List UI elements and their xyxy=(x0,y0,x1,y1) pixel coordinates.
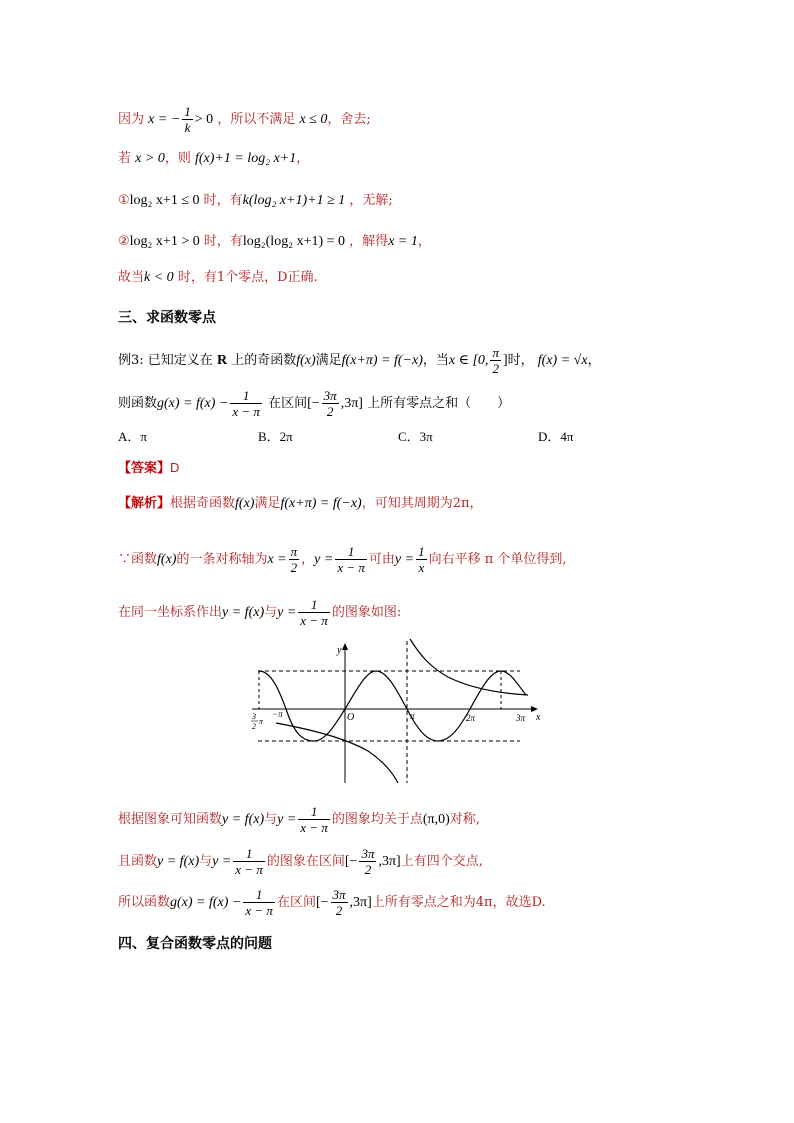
math: y = f(x) xyxy=(222,605,265,620)
math: x ≤ 0 xyxy=(299,112,328,127)
text: 例3: 已知定义在 xyxy=(118,353,213,368)
math: y = xyxy=(394,552,415,567)
math: R xyxy=(216,353,228,368)
text: ， xyxy=(417,234,431,249)
text: 上所有零点之和为4π，故选D. xyxy=(371,895,546,910)
text: 的图象如图: xyxy=(331,605,402,620)
math: f(x+π) = f(−x) xyxy=(341,353,423,368)
label-3pi: 3π xyxy=(516,713,526,723)
math: ,3π] xyxy=(349,895,372,910)
text: 在区间 xyxy=(276,895,316,910)
text: 则函数 xyxy=(118,396,158,411)
curve-hyperbola-left xyxy=(276,723,398,783)
answer-line xyxy=(118,458,179,479)
section-heading-3: 三、求函数零点 xyxy=(118,310,216,326)
text: 上所有零点之和（ ） xyxy=(367,396,511,411)
answer-label: 【答案】 xyxy=(118,461,171,476)
frac-den: 2 xyxy=(290,560,298,575)
frac-num: 3π xyxy=(361,846,375,861)
text: ① xyxy=(118,193,130,208)
text: ，舍去; xyxy=(327,112,371,127)
curve-hyperbola-right xyxy=(410,639,528,695)
label-2pi: 2π xyxy=(466,713,476,723)
fraction xyxy=(359,846,376,877)
frac-den: x − π xyxy=(300,820,328,835)
math: ,3π] xyxy=(340,396,363,411)
solution-line-4 xyxy=(118,232,431,252)
math: k < 0 xyxy=(144,270,174,285)
math: [− xyxy=(344,854,358,869)
math: y = f(x) xyxy=(157,854,200,869)
math: y = xyxy=(277,812,297,827)
math: f(x) xyxy=(296,353,316,368)
math: log₂(log₂ x+1) = 0 xyxy=(242,234,346,249)
text: ， xyxy=(587,353,601,368)
text: 满足 xyxy=(254,496,281,511)
frac-num: 1 xyxy=(184,104,191,119)
text: 的图象均关于点 xyxy=(331,812,423,827)
text: ，解得 xyxy=(349,234,389,249)
math: g(x) = f(x) − xyxy=(170,895,242,910)
text: ，无解; xyxy=(349,193,393,208)
frac-den: x − π xyxy=(232,404,260,419)
label-3-2-pi: π xyxy=(259,717,264,726)
text: 的图象在区间 xyxy=(266,854,345,869)
example-line-1 xyxy=(118,345,601,376)
math: f(x) xyxy=(235,496,255,511)
text: 对称, xyxy=(449,812,480,827)
fraction xyxy=(298,804,330,835)
math: x ∈ [0, xyxy=(448,353,489,368)
math: ,3π] xyxy=(378,854,401,869)
example-line-2 xyxy=(118,388,510,419)
text: 根据奇函数 xyxy=(170,496,236,511)
text: 在区间 xyxy=(268,396,308,411)
section-heading-4: 四、复合函数零点的问题 xyxy=(118,936,272,952)
frac-den: k xyxy=(184,120,191,135)
analysis-line-6 xyxy=(118,887,546,918)
math: y = f(x) xyxy=(222,812,265,827)
option-a[interactable]: A．π xyxy=(118,429,147,444)
function-graph xyxy=(248,633,548,793)
label-x: x xyxy=(536,712,541,723)
frac-num: 1 xyxy=(243,887,275,903)
text: 故当 xyxy=(118,270,145,285)
math: k(log₂ x+1)+1 ≥ 1 xyxy=(242,193,346,208)
math: y = xyxy=(212,854,232,869)
text: 时，有 xyxy=(203,193,243,208)
text: 与 xyxy=(264,605,278,620)
frac-den: x xyxy=(418,560,425,575)
fraction xyxy=(335,544,367,575)
frac-den: 2 xyxy=(326,404,334,419)
label-neg-pi: −π xyxy=(272,709,283,719)
math: y = xyxy=(314,552,334,567)
analysis-line-1 xyxy=(118,494,483,514)
text: 满足 xyxy=(315,353,342,368)
analysis-line-5 xyxy=(118,846,483,877)
math: x > 0 xyxy=(135,151,165,166)
analysis-line-3 xyxy=(118,597,401,628)
math: [− xyxy=(307,396,320,411)
frac-num: 1 xyxy=(298,597,330,613)
frac-num: π xyxy=(290,544,298,559)
label-3-2-den: 2 xyxy=(252,722,256,731)
math: g(x) = f(x) − xyxy=(157,396,229,411)
text: ，所以不满足 xyxy=(217,112,296,127)
math: f(x)+1 = log₂ x+1 xyxy=(194,151,297,166)
frac-num: 1 xyxy=(418,544,425,559)
math: log₂ x+1 > 0 xyxy=(129,234,200,249)
text: 与 xyxy=(199,854,213,869)
text: 所以函数 xyxy=(118,895,171,910)
frac-den: x − π xyxy=(235,862,263,877)
text: 的一条对称轴为 xyxy=(176,552,268,567)
math: x = 1 xyxy=(388,234,418,249)
text: ， xyxy=(301,552,315,567)
label-3-2-num: 3 xyxy=(252,712,256,721)
fraction xyxy=(230,388,262,419)
fraction xyxy=(416,544,427,575)
solution-line-3 xyxy=(118,191,393,211)
math: log₂ x+1 ≤ 0 xyxy=(129,193,200,208)
y-axis-arrow xyxy=(342,643,348,650)
text: 时，有1个零点，D正确. xyxy=(177,270,318,285)
answer-value: D xyxy=(170,460,180,475)
curve-f xyxy=(259,671,526,741)
frac-num: 1 xyxy=(335,544,367,560)
fraction xyxy=(233,846,265,877)
text: ， xyxy=(296,151,310,166)
fraction xyxy=(298,597,330,628)
math: y = xyxy=(277,605,297,620)
solution-line-1 xyxy=(118,104,371,135)
fraction xyxy=(331,887,348,918)
math: ] xyxy=(502,353,508,368)
text: 时，有 xyxy=(203,234,243,249)
text: ② xyxy=(118,234,130,249)
math: x = xyxy=(267,552,287,567)
solution-line-2 xyxy=(118,149,309,169)
fraction xyxy=(182,104,193,135)
math: [− xyxy=(315,895,329,910)
math: f(x) xyxy=(157,552,177,567)
text: 根据图象可知函数 xyxy=(118,812,223,827)
math: f(x) = √x xyxy=(537,353,588,368)
fraction xyxy=(289,544,300,575)
analysis-label: 【解析】 xyxy=(118,496,171,511)
frac-den: 2 xyxy=(364,862,372,877)
frac-num: 3π xyxy=(332,887,346,902)
text: ，则 xyxy=(164,151,191,166)
frac-den: x − π xyxy=(337,560,365,575)
text: 可由 xyxy=(368,552,395,567)
text: 上有四个交点, xyxy=(400,854,483,869)
text: 若 xyxy=(118,151,132,166)
frac-num: 1 xyxy=(298,804,330,820)
math: > 0 xyxy=(194,112,214,127)
text: 且函数 xyxy=(118,854,158,869)
frac-num: 1 xyxy=(233,846,265,862)
option-c[interactable]: C．3π xyxy=(398,429,433,444)
solution-line-5 xyxy=(118,268,318,288)
text: 在同一坐标系作出 xyxy=(118,605,223,620)
text: 与 xyxy=(264,812,278,827)
text: ，可知其周期为2π， xyxy=(361,496,483,511)
math: x = − xyxy=(148,112,181,127)
text: 向右平移 π 个单位得到, xyxy=(428,552,567,567)
frac-num: 1 xyxy=(230,388,262,404)
text: ∵函数 xyxy=(118,552,158,567)
frac-den: x − π xyxy=(245,903,273,918)
math: (π,0) xyxy=(422,812,450,827)
text: 因为 xyxy=(118,112,145,127)
label-y: y xyxy=(337,645,342,656)
label-origin: O xyxy=(347,712,355,723)
math: f(x+π) = f(−x) xyxy=(280,496,362,511)
fraction xyxy=(322,388,339,419)
analysis-line-4 xyxy=(118,804,480,835)
label-pi: π xyxy=(410,711,415,721)
frac-num: 3π xyxy=(323,388,337,403)
text: ，当 xyxy=(422,353,449,368)
text: 上的奇函数 xyxy=(231,353,297,368)
analysis-line-2 xyxy=(118,544,567,575)
text: 时， xyxy=(507,353,534,368)
frac-den: x − π xyxy=(300,613,328,628)
fraction xyxy=(243,887,275,918)
frac-num: π xyxy=(492,345,499,360)
frac-den: 2 xyxy=(335,903,343,918)
option-b[interactable]: B．2π xyxy=(258,429,293,444)
option-d[interactable]: D．4π xyxy=(538,429,574,444)
frac-den: 2 xyxy=(492,361,499,376)
fraction xyxy=(490,345,501,376)
